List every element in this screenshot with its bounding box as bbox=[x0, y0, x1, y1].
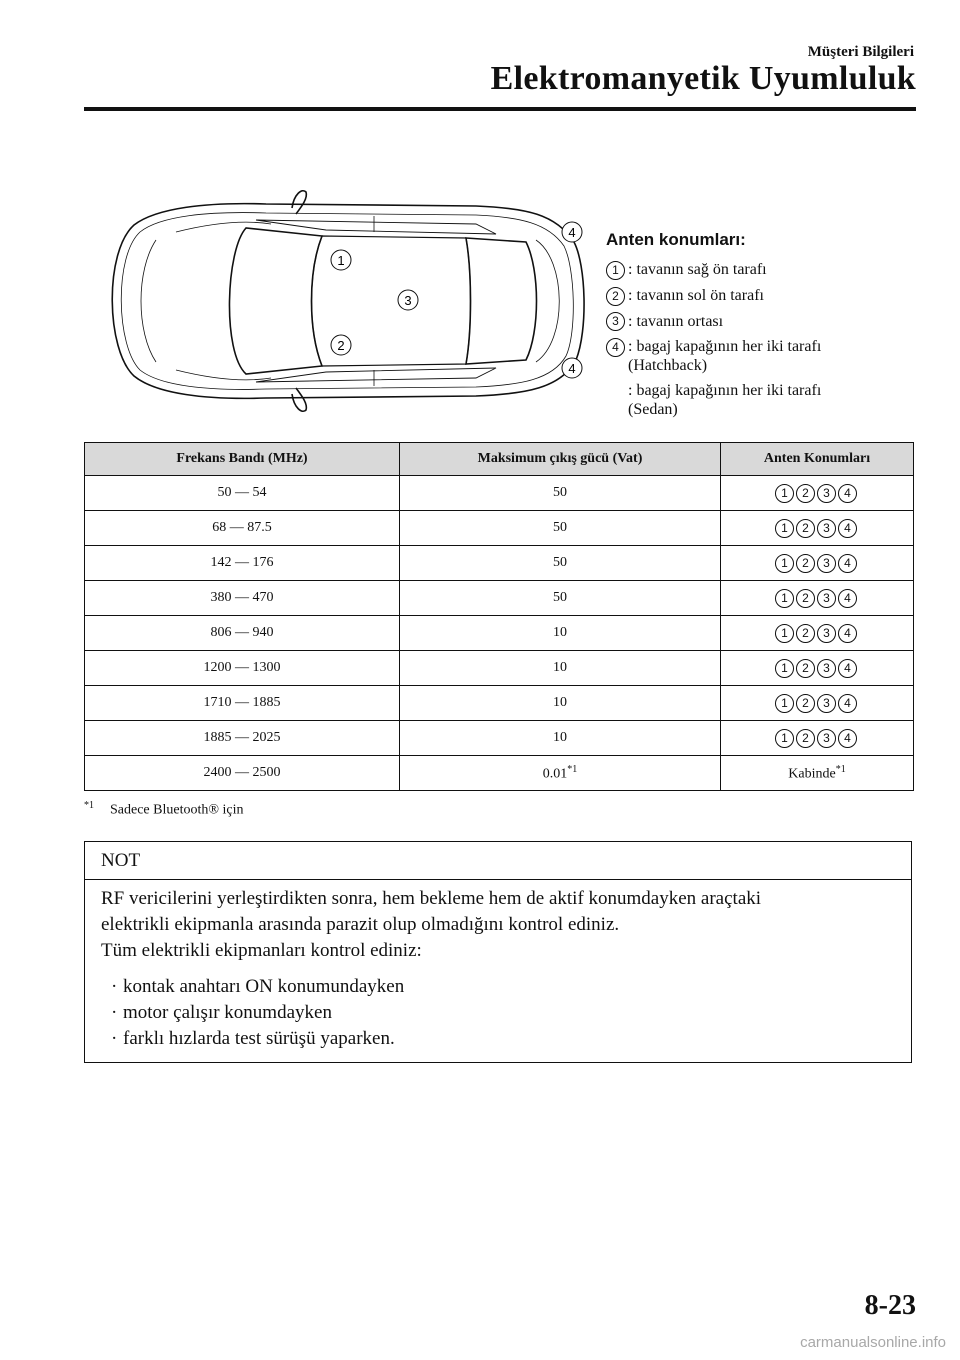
circled-number: 3 bbox=[817, 694, 836, 713]
bullet-text: farklı hızlarda test sürüşü yaparken. bbox=[123, 1028, 395, 1049]
circled-number: 1 bbox=[775, 589, 794, 608]
callout-4a-label: 4 bbox=[568, 225, 576, 240]
mirror-left bbox=[292, 388, 306, 411]
circled-number: 3 bbox=[817, 624, 836, 643]
band-cell: 68 — 87.5 bbox=[85, 511, 400, 546]
circled-number: 3 bbox=[817, 554, 836, 573]
circled-number: 4 bbox=[838, 729, 857, 748]
circled-number: 1 bbox=[775, 694, 794, 713]
power-cell: 50 bbox=[400, 581, 721, 616]
legend-item bbox=[606, 286, 821, 306]
callout-1-label: 1 bbox=[337, 253, 345, 268]
table-row bbox=[85, 546, 914, 581]
circled-number: 3 bbox=[817, 484, 836, 503]
circled-number: 4 bbox=[838, 589, 857, 608]
table-row bbox=[85, 581, 914, 616]
mirror-right bbox=[292, 191, 306, 214]
power-cell: 50 bbox=[400, 476, 721, 511]
windshield bbox=[229, 228, 322, 374]
antenna-cell bbox=[721, 616, 914, 651]
list-item bbox=[111, 974, 895, 1000]
car-antenna-diagram bbox=[96, 180, 596, 420]
legend-text: : tavanın ortası bbox=[628, 312, 724, 330]
circled-number: 2 bbox=[796, 729, 815, 748]
power-cell: 10 bbox=[400, 651, 721, 686]
legend-text: : bagaj kapağının her iki tarafı (Hatchback) bbox=[628, 338, 822, 375]
circled-number: 1 bbox=[606, 261, 625, 280]
table-row bbox=[85, 756, 914, 791]
circled-number: 2 bbox=[796, 659, 815, 678]
note-line: RF vericilerini yerleştirdikten sonra, hem bekleme hem de aktif konumdayken araçtaki bbox=[101, 888, 762, 909]
circled-number: 2 bbox=[796, 694, 815, 713]
power-cell: 10 bbox=[400, 616, 721, 651]
callout-3-label: 3 bbox=[404, 293, 412, 308]
circled-number: 3 bbox=[817, 659, 836, 678]
circled-number: 1 bbox=[775, 519, 794, 538]
table-header-row bbox=[85, 443, 914, 476]
bullet-dot: · bbox=[111, 976, 118, 997]
circled-number: 3 bbox=[817, 589, 836, 608]
band-cell: 2400 — 2500 bbox=[85, 756, 400, 791]
list-item bbox=[111, 1026, 895, 1052]
legend-text: : tavanın sağ ön tarafı bbox=[628, 261, 767, 278]
footnote-mark: *1 bbox=[84, 800, 94, 811]
power-cell: 50 bbox=[400, 511, 721, 546]
note-line: elektrikli ekipmanla arasında parazit olup olmadığını kontrol ediniz. bbox=[101, 914, 620, 935]
antenna-cell bbox=[721, 721, 914, 756]
band-cell: 806 — 940 bbox=[85, 616, 400, 651]
footnote-ref: *1 bbox=[835, 763, 846, 775]
circled-number: 4 bbox=[838, 624, 857, 643]
circled-number: 3 bbox=[606, 312, 625, 331]
column-header: Maksimum çıkış gücü (Vat) bbox=[400, 443, 721, 476]
callout-antenna-4-top bbox=[562, 222, 582, 242]
band-cell: 380 — 470 bbox=[85, 581, 400, 616]
page-title: Elektromanyetik Uyumluluk bbox=[490, 60, 916, 97]
note-bullet-list bbox=[101, 974, 895, 1052]
circled-number: 2 bbox=[796, 624, 815, 643]
location-cell bbox=[721, 756, 914, 791]
callout-antenna-4-bottom bbox=[562, 358, 582, 378]
power-cell: 10 bbox=[400, 686, 721, 721]
circled-number: 2 bbox=[796, 589, 815, 608]
antenna-cell bbox=[721, 581, 914, 616]
note-line: Tüm elektrikli ekipmanları kontrol ediniz: bbox=[101, 940, 422, 961]
antenna-cell bbox=[721, 511, 914, 546]
callout-antenna-2 bbox=[331, 335, 351, 355]
circled-number: 1 bbox=[775, 624, 794, 643]
column-header: Anten Konumları bbox=[721, 443, 914, 476]
circled-number: 4 bbox=[838, 484, 857, 503]
table-row bbox=[85, 476, 914, 511]
band-cell: 1200 — 1300 bbox=[85, 651, 400, 686]
callout-4b-label: 4 bbox=[568, 361, 576, 376]
footnote bbox=[84, 800, 244, 819]
band-cell: 142 — 176 bbox=[85, 546, 400, 581]
table-row bbox=[85, 651, 914, 686]
circled-number: 1 bbox=[775, 484, 794, 503]
circled-number: 1 bbox=[775, 659, 794, 678]
circled-number: 3 bbox=[817, 729, 836, 748]
antenna-cell bbox=[721, 546, 914, 581]
circled-number: 2 bbox=[796, 484, 815, 503]
legend-item bbox=[606, 260, 821, 280]
page-number: 8-23 bbox=[864, 1290, 916, 1321]
legend-item bbox=[606, 381, 821, 419]
band-cell: 50 — 54 bbox=[85, 476, 400, 511]
legend-item bbox=[606, 337, 821, 375]
rear-window bbox=[466, 238, 537, 364]
power-cell: 10 bbox=[400, 721, 721, 756]
callout-antenna-1 bbox=[331, 250, 351, 270]
circled-number: 4 bbox=[838, 659, 857, 678]
bullet-text: kontak anahtarı ON konumundayken bbox=[123, 976, 405, 997]
legend-title: Anten konumları: bbox=[606, 230, 746, 249]
antenna-cell bbox=[721, 686, 914, 721]
footnote-text: Sadece Bluetooth® için bbox=[110, 802, 244, 818]
circled-number: 4 bbox=[838, 694, 857, 713]
bullet-text: motor çalışır konumdayken bbox=[123, 1002, 332, 1023]
band-cell: 1885 — 2025 bbox=[85, 721, 400, 756]
circled-number: 2 bbox=[606, 287, 625, 306]
circled-number: 4 bbox=[606, 338, 625, 357]
circled-number: 2 bbox=[796, 554, 815, 573]
legend-item bbox=[606, 312, 821, 332]
frequency-table bbox=[84, 442, 914, 791]
watermark: carmanualsonline.info bbox=[800, 1334, 946, 1351]
circled-number: 4 bbox=[838, 519, 857, 538]
table-row bbox=[85, 511, 914, 546]
antenna-cell bbox=[721, 476, 914, 511]
list-item bbox=[111, 1000, 895, 1026]
table-row bbox=[85, 616, 914, 651]
circled-number: 1 bbox=[775, 729, 794, 748]
location-value: Kabinde bbox=[788, 766, 836, 782]
callout-2-label: 2 bbox=[337, 338, 345, 353]
table-row bbox=[85, 721, 914, 756]
power-value: 0.01 bbox=[542, 766, 568, 782]
bullet-dot: · bbox=[111, 1002, 118, 1023]
legend-text: : bagaj kapağının her iki tarafı (Sedan) bbox=[628, 382, 822, 419]
note-body bbox=[85, 880, 911, 1052]
antenna-cell bbox=[721, 651, 914, 686]
bullet-dot: · bbox=[111, 1028, 118, 1049]
band-cell: 1710 — 1885 bbox=[85, 686, 400, 721]
antenna-legend bbox=[606, 230, 821, 425]
circled-number: 3 bbox=[817, 519, 836, 538]
column-header: Frekans Bandı (MHz) bbox=[85, 443, 400, 476]
power-cell bbox=[400, 756, 721, 791]
callout-antenna-3 bbox=[398, 290, 418, 310]
power-cell: 50 bbox=[400, 546, 721, 581]
header-divider bbox=[84, 107, 916, 111]
circled-number: 1 bbox=[775, 554, 794, 573]
circled-number: 4 bbox=[838, 554, 857, 573]
note-heading: NOT bbox=[85, 842, 911, 880]
legend-text: : tavanın sol ön tarafı bbox=[628, 286, 764, 304]
section-label: Müşteri Bilgileri bbox=[807, 44, 914, 60]
table-row bbox=[85, 686, 914, 721]
note-box bbox=[84, 841, 912, 1063]
car-body-outline bbox=[112, 204, 584, 399]
circled-number: 2 bbox=[796, 519, 815, 538]
footnote-ref: *1 bbox=[567, 763, 578, 775]
